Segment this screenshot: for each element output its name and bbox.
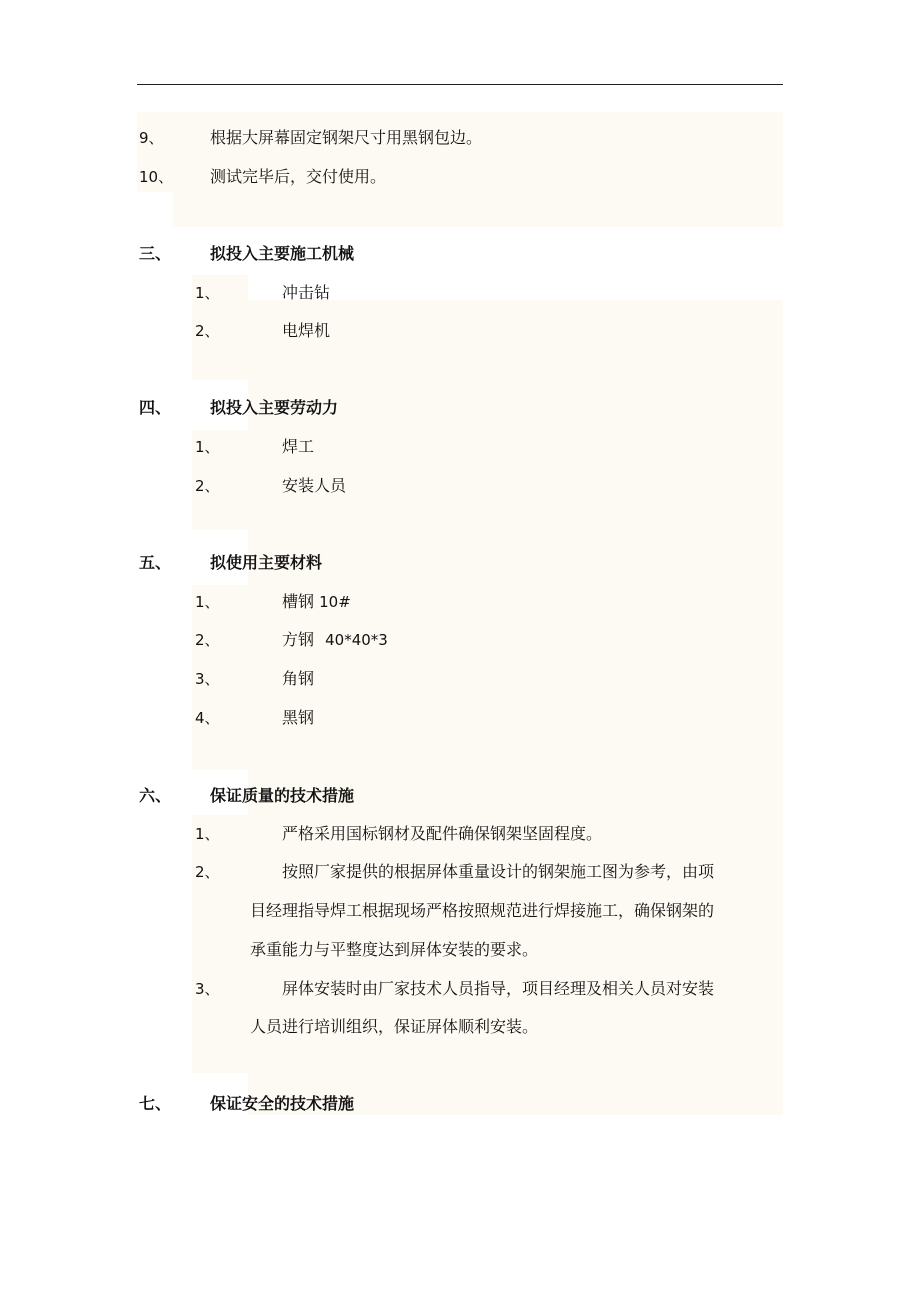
item-text: 焊工 — [282, 437, 315, 456]
item-number: 1、 — [195, 284, 220, 302]
step-number: 10、 — [139, 168, 174, 186]
section-number: 四、 — [139, 398, 172, 417]
item-number: 2、 — [195, 322, 220, 340]
highlight-band — [192, 815, 248, 1073]
item-number: 1、 — [195, 825, 220, 843]
step-text: 测试完毕后，交付使用。 — [210, 167, 387, 186]
measure-text: 按照厂家提供的根据屏体重量设计的钢架施工图为参考，由项 — [282, 862, 715, 881]
section-number: 六、 — [139, 786, 172, 805]
step-text: 根据大屏幕固定钢架尺寸用黑钢包边。 — [210, 128, 483, 147]
item-number: 2、 — [195, 863, 220, 881]
item-number: 2、 — [195, 477, 220, 495]
item-text: 电焊机 — [282, 321, 331, 340]
material-item — [282, 592, 351, 612]
material-name: 方钢 — [282, 630, 315, 649]
measure-text: 人员进行培训组织，保证屏体顺利安装。 — [250, 1017, 539, 1036]
material-spec: 40*40*3 — [325, 631, 388, 649]
item-text: 冲击钻 — [282, 283, 331, 302]
header-rule — [137, 84, 783, 85]
material-name: 黑钢 — [282, 708, 315, 727]
item-number: 3、 — [195, 980, 220, 998]
item-number: 1、 — [195, 593, 220, 611]
section-title: 保证质量的技术措施 — [210, 786, 355, 805]
material-name: 角钢 — [282, 669, 315, 688]
section-title: 拟投入主要施工机械 — [210, 244, 355, 263]
measure-text: 目经理指导焊工根据现场严格按照规范进行焊接施工，确保钢架的 — [250, 901, 715, 920]
measure-text: 严格采用国标钢材及配件确保钢架坚固程度。 — [282, 824, 603, 843]
section-title: 拟使用主要材料 — [210, 553, 323, 572]
material-spec: 10# — [319, 593, 351, 611]
section-number: 五、 — [139, 553, 172, 572]
measure-text: 承重能力与平整度达到屏体安装的要求。 — [250, 940, 539, 959]
item-number: 1、 — [195, 438, 220, 456]
item-number: 3、 — [195, 670, 220, 688]
item-number: 4、 — [195, 709, 220, 727]
step-number: 9、 — [139, 129, 164, 147]
item-number: 2、 — [195, 631, 220, 649]
section-title: 拟投入主要劳动力 — [210, 398, 339, 417]
section-number: 七、 — [139, 1094, 172, 1113]
material-name: 槽钢 — [282, 592, 315, 611]
item-text: 安装人员 — [282, 476, 347, 495]
measure-text: 屏体安装时由厂家技术人员指导，项目经理及相关人员对安装 — [282, 979, 715, 998]
section-title: 保证安全的技术措施 — [210, 1094, 355, 1113]
section-number: 三、 — [139, 244, 172, 263]
material-item — [282, 630, 388, 650]
